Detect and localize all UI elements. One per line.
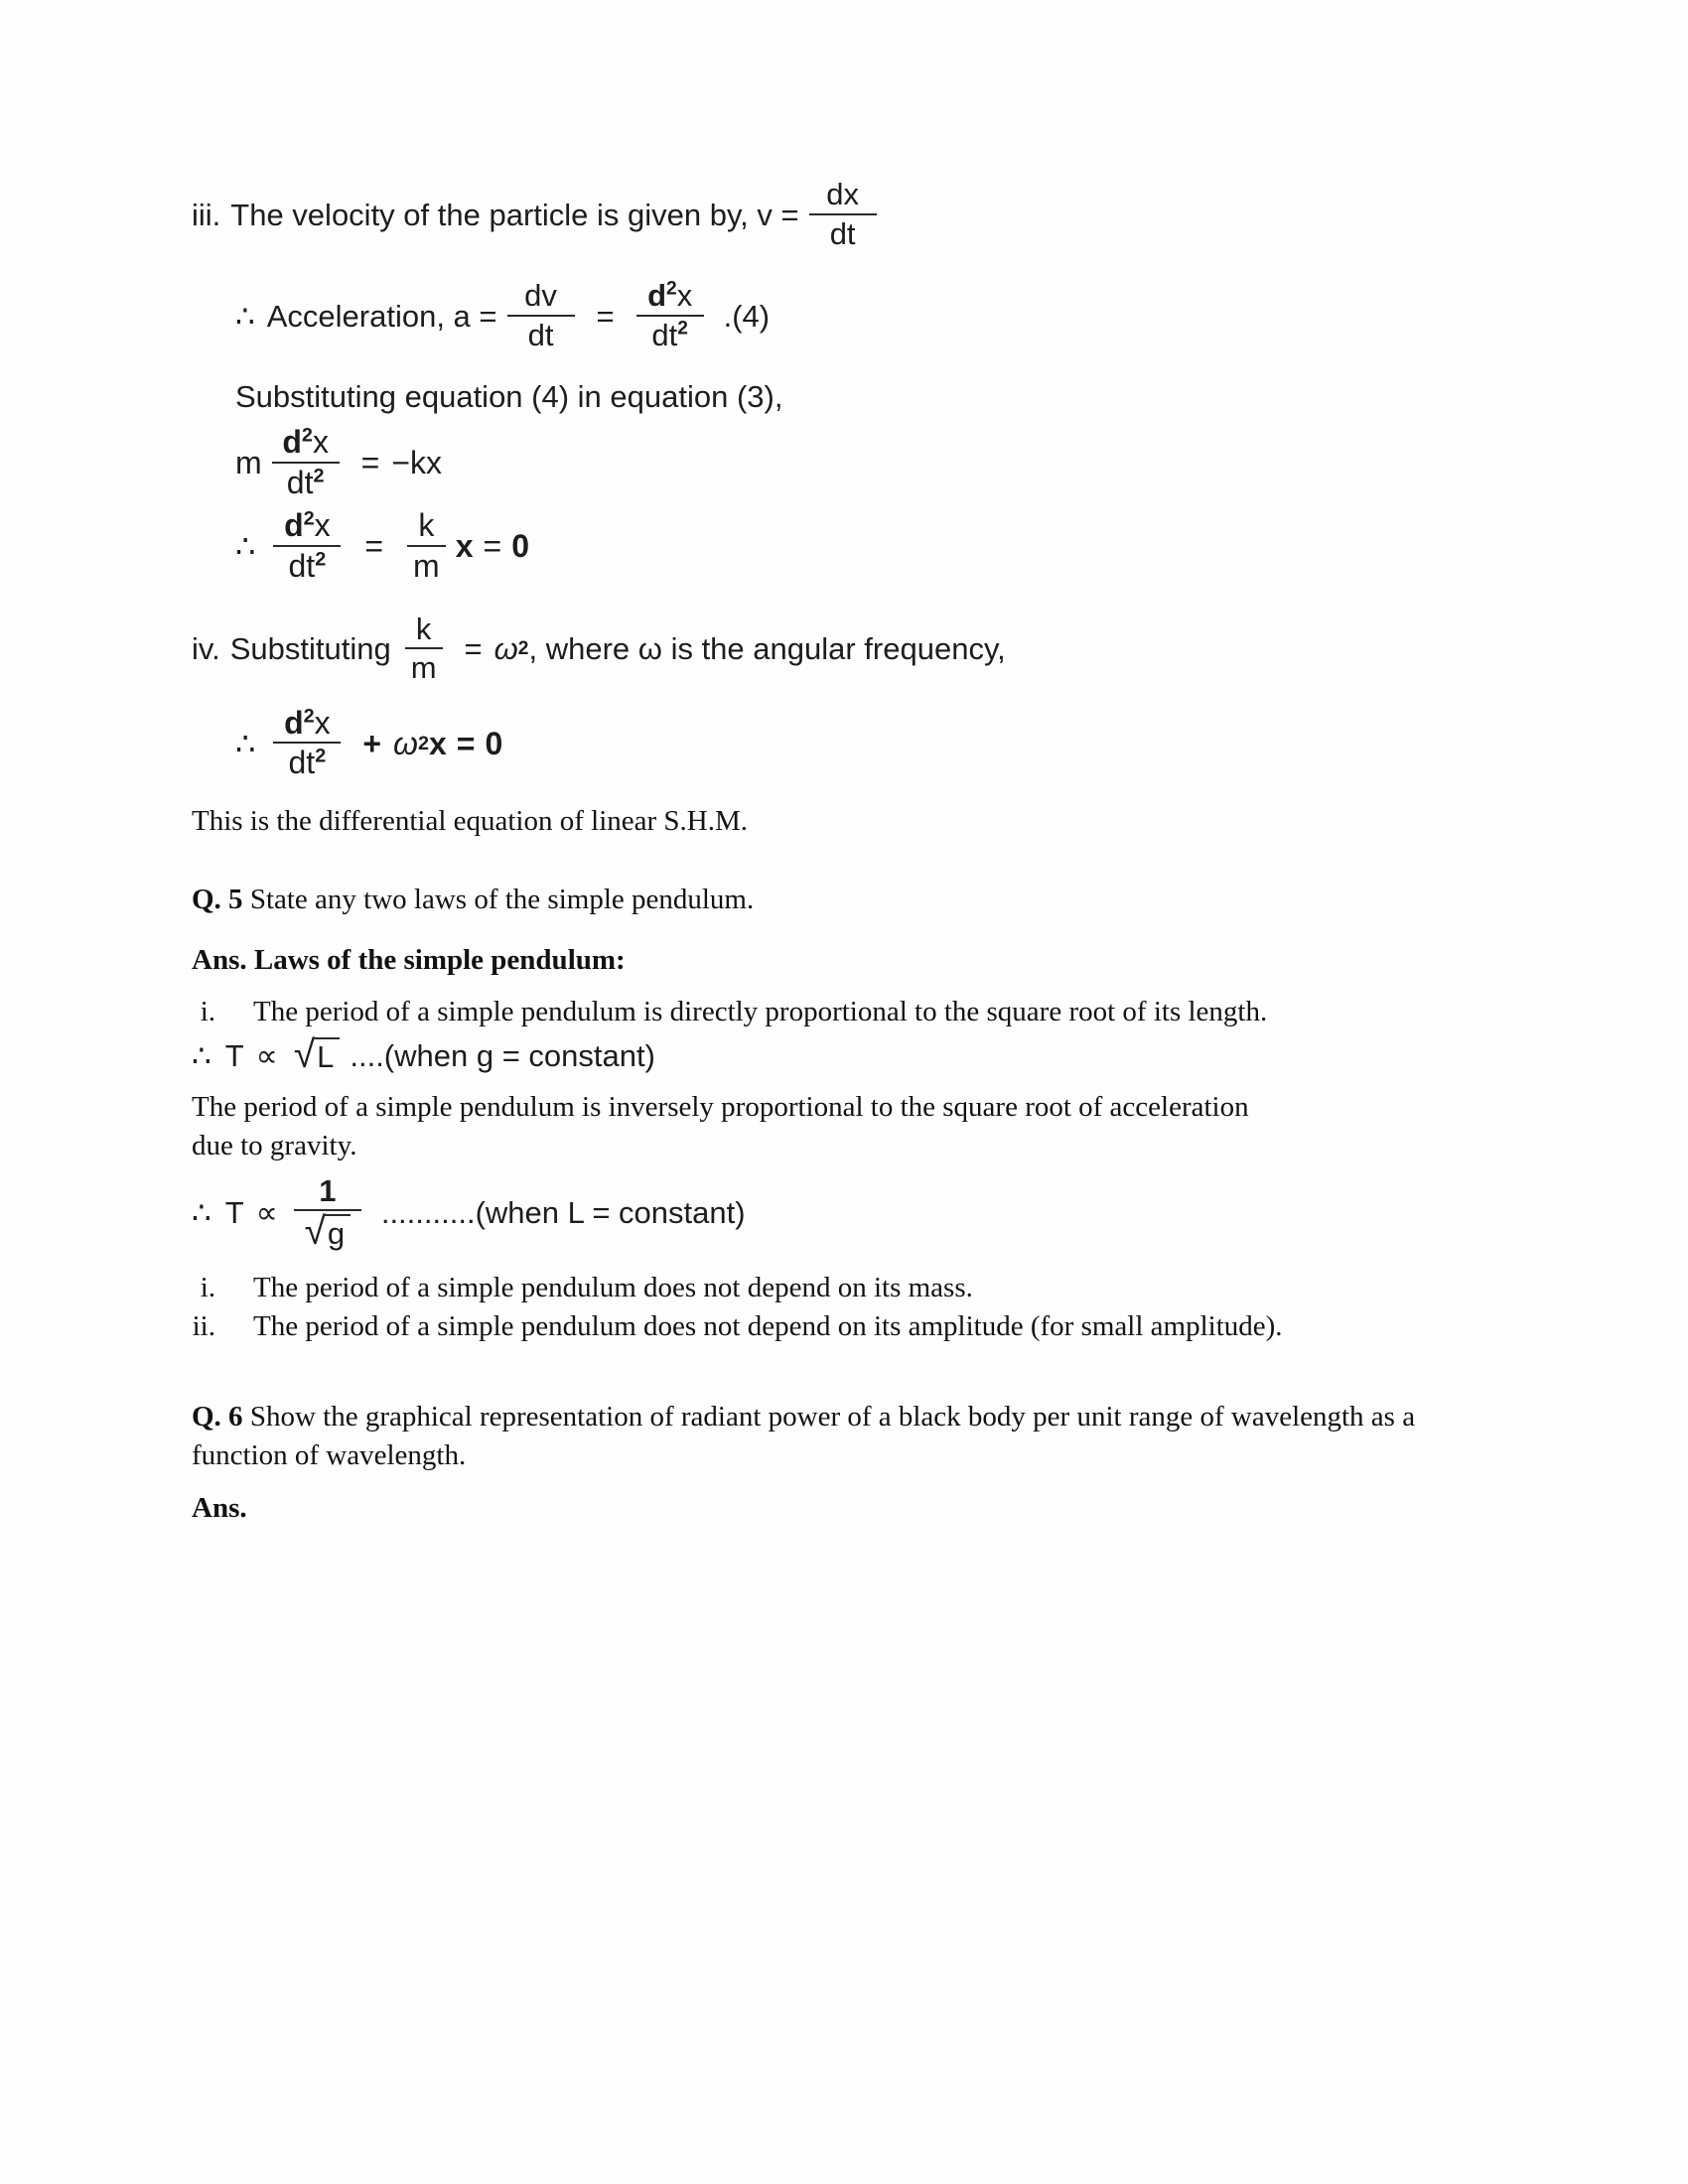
final-differential-equation: ∴ $\frac{d^2x}{dt^2}$ + ω 2 x = 0 xyxy=(235,704,503,781)
fraction-dv-dt xyxy=(507,280,575,351)
radicand: L xyxy=(313,1037,340,1072)
plus-symbol: + xyxy=(362,725,382,761)
dt-symbol: dt xyxy=(288,547,316,584)
exponent-2: 2 xyxy=(303,507,315,530)
d-symbol: d xyxy=(284,704,304,741)
x-symbol: x xyxy=(314,704,331,741)
laws-list-second xyxy=(192,1269,1473,1346)
list-marker: i. xyxy=(200,1272,215,1304)
exponent-2: 2 xyxy=(666,278,677,300)
fraction-dx-dt xyxy=(809,179,877,250)
fraction-numerator: k xyxy=(415,611,432,646)
fraction-d2x-dt2 xyxy=(272,426,340,499)
fraction-denominator xyxy=(273,742,341,780)
substituting-note-text: Substituting equation (4) in equation (3), xyxy=(235,379,783,415)
question-5-answer-heading-line xyxy=(192,941,1473,980)
fraction-numerator: dx xyxy=(826,177,859,211)
d-symbol: d xyxy=(284,507,304,544)
equals-symbol: = xyxy=(464,631,483,667)
exponent-2: 2 xyxy=(303,705,315,727)
laws-list-first xyxy=(192,993,1473,1031)
item-iv-marker: iv. xyxy=(192,631,220,667)
right-hand-side: −kx xyxy=(391,445,443,481)
radical-sign-icon: √ xyxy=(304,1210,326,1254)
question-6-answer-label: Ans. xyxy=(192,1491,247,1524)
acceleration-label: Acceleration, a = xyxy=(266,298,497,334)
therefore-symbol: ∴ xyxy=(192,1195,211,1231)
fraction-denominator xyxy=(273,545,341,584)
question-6-line xyxy=(192,1398,1448,1475)
equals-symbol-2: = xyxy=(483,528,502,565)
fraction-k-m xyxy=(405,611,443,686)
x-symbol: x xyxy=(312,424,329,461)
equals-symbol: = xyxy=(364,528,384,565)
x-symbol: x xyxy=(314,507,331,544)
item-iii-velocity-line xyxy=(192,179,1473,250)
x-symbol: x xyxy=(455,528,474,565)
inverse-proportional-paragraph: The period of a simple pendulum is inversely proportional to the square root of acceleration due to gravity. xyxy=(192,1091,1249,1161)
list-marker: ii. xyxy=(192,1310,215,1343)
formula-T-prop-inv-sqrt-g xyxy=(192,1172,1473,1254)
equals-symbol: = xyxy=(596,298,615,334)
list-item xyxy=(192,1269,1473,1307)
acceleration-equation-line xyxy=(235,280,1473,351)
answer-label: Ans. xyxy=(192,943,247,976)
fraction-numerator xyxy=(272,426,340,462)
question-5-label: Q. 5 xyxy=(192,883,243,915)
proportional-symbol: ∝ xyxy=(255,1195,278,1231)
therefore-symbol: ∴ xyxy=(192,1038,211,1074)
d-symbol: d xyxy=(282,424,302,461)
fraction-denominator xyxy=(636,315,704,352)
exponent-2: 2 xyxy=(301,424,313,447)
equation-tag-4: .(4) xyxy=(723,298,771,334)
square-root-L xyxy=(293,1033,341,1077)
radicand: g xyxy=(324,1214,351,1249)
fraction-d2x-dt2 xyxy=(636,280,704,351)
exponent-2: 2 xyxy=(313,465,325,487)
formula-2-note: ...........(when L = constant) xyxy=(380,1195,746,1231)
d-symbol: d xyxy=(647,278,666,314)
period-symbol-T: T xyxy=(224,1195,244,1231)
list-marker: i. xyxy=(200,996,215,1028)
fraction-denominator xyxy=(272,462,340,500)
square-root-g xyxy=(304,1210,352,1254)
fraction-denominator: dt xyxy=(507,315,575,352)
zero-value: 0 xyxy=(485,725,503,761)
radical-sign-icon: √ xyxy=(293,1033,316,1077)
zero-value: 0 xyxy=(511,528,529,565)
question-6-text: Show the graphical representation of radiant power of a black body per unit range of wavelength as a function of wavelength. xyxy=(192,1400,1416,1471)
proportional-symbol: ∝ xyxy=(255,1038,278,1074)
equals-symbol: = xyxy=(456,725,476,761)
fraction-denominator: dt xyxy=(809,213,877,251)
question-5-text: State any two laws of the simple pendulum. xyxy=(249,883,755,915)
dt-symbol: dt xyxy=(286,464,314,500)
list-item xyxy=(192,993,1473,1031)
shm-closing-line: This is the differential equation of linear S.H.M. xyxy=(192,804,749,837)
question-5-line xyxy=(192,881,1473,919)
period-symbol-T: T xyxy=(224,1038,244,1074)
item-iii-marker: iii. xyxy=(192,197,221,232)
equals-symbol: = xyxy=(360,445,380,481)
fraction-denominator: m xyxy=(405,647,443,685)
x-symbol: x xyxy=(676,278,693,314)
x-symbol: x xyxy=(429,725,447,761)
therefore-symbol: ∴ xyxy=(235,298,255,334)
page-content xyxy=(192,179,1473,1527)
therefore-symbol: ∴ xyxy=(235,725,256,761)
item-iii-text: The velocity of the particle is given by, v = xyxy=(230,197,799,232)
item-iv-text-after: , where ω is the angular frequency, xyxy=(528,631,1006,667)
formula-1-note: ....(when g = constant) xyxy=(350,1038,655,1074)
fraction-numerator: dv xyxy=(524,278,557,314)
answer-heading: Laws of the simple pendulum: xyxy=(253,943,626,976)
fraction-numerator xyxy=(273,509,341,545)
exponent-2: 2 xyxy=(315,548,327,571)
fraction-numerator: k xyxy=(418,507,435,544)
fraction-d2x-dt2 xyxy=(273,509,341,583)
item-iv-text-before: Substituting xyxy=(229,631,391,667)
fraction-denominator xyxy=(294,1209,361,1254)
substituting-note-line xyxy=(235,379,1473,415)
therefore-symbol: ∴ xyxy=(235,528,256,565)
exponent-2: 2 xyxy=(677,318,688,340)
list-item-text: The period of a simple pendulum is directly proportional to the square root of its length. xyxy=(253,996,1268,1028)
question-6-label: Q. 6 xyxy=(192,1400,243,1433)
fraction-numerator: 1 xyxy=(319,1172,337,1208)
list-item xyxy=(192,1307,1473,1346)
dt-symbol: dt xyxy=(651,317,678,352)
equation-m-d2x-dt2 xyxy=(235,426,1473,499)
list-item-text: The period of a simple pendulum does not depend on its mass. xyxy=(253,1272,973,1304)
fraction-denominator: m xyxy=(407,545,446,584)
fraction-numerator xyxy=(273,704,341,743)
omega-symbol: ω xyxy=(393,725,418,761)
fraction-1-over-sqrt-g xyxy=(294,1172,361,1254)
dt-symbol: dt xyxy=(288,745,316,781)
omega-symbol: ω xyxy=(493,631,518,667)
fraction-numerator xyxy=(636,280,704,315)
item-iv-substituting-line: iv. Substituting $\frac{k}{m}$ = ω 2 , where ω is the angular frequency, xyxy=(192,611,1006,686)
mass-symbol: m xyxy=(235,445,262,481)
equation-normalized xyxy=(235,509,1473,583)
fraction-d2x-dt2 xyxy=(273,704,341,781)
fraction-k-m xyxy=(407,509,446,583)
list-item-text: The period of a simple pendulum does not depend on its amplitude (for small amplitude). xyxy=(253,1310,1283,1343)
exponent-2: 2 xyxy=(315,745,327,767)
formula-T-prop-sqrt-L xyxy=(192,1033,1473,1077)
